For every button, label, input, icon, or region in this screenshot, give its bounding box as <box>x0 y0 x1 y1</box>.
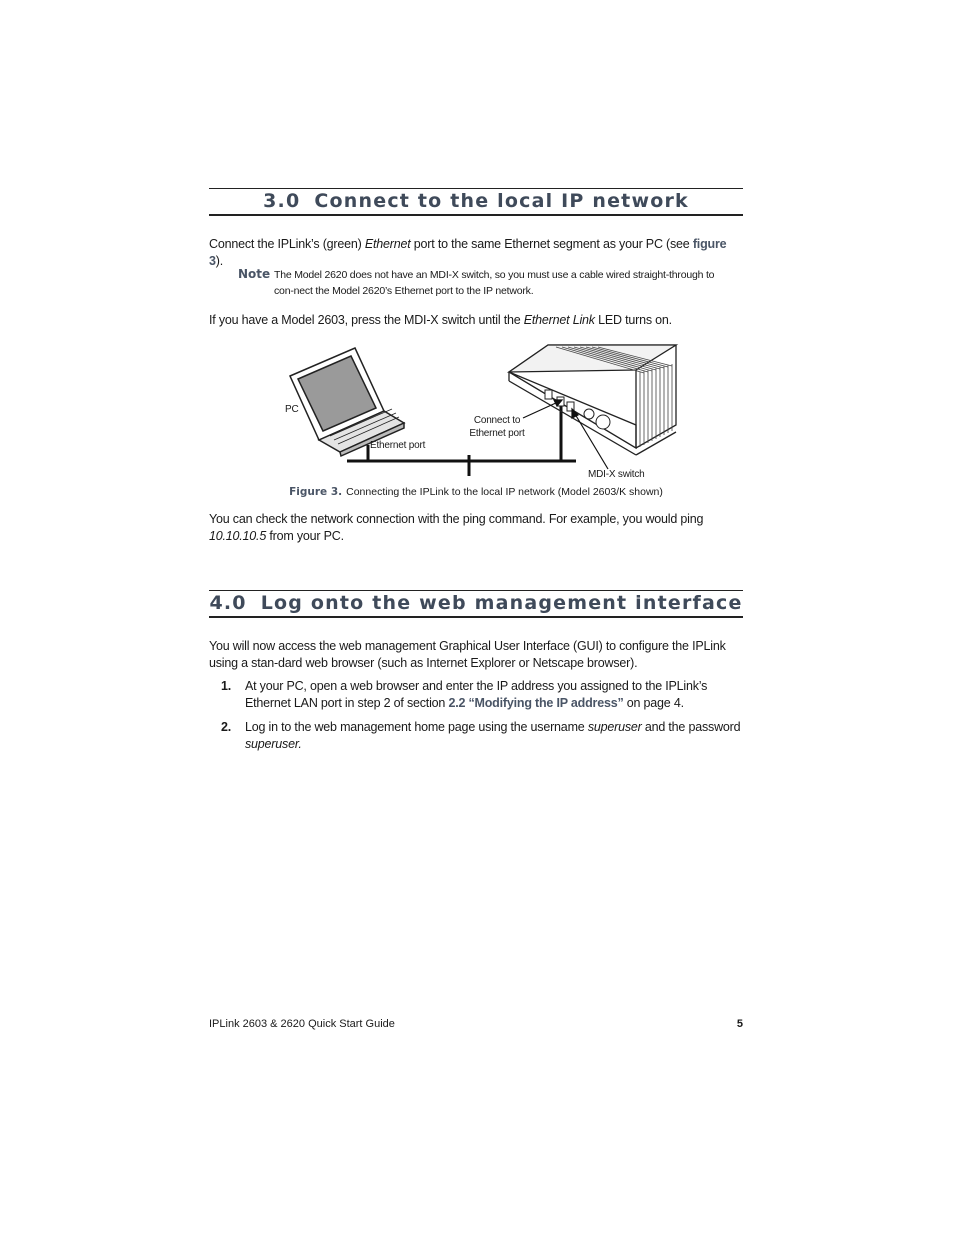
section-4-title-text: Log onto the web management interface <box>260 592 743 614</box>
figure-3-caption-text: Connecting the IPLink to the local IP network (Model 2603/K shown) <box>346 486 663 498</box>
ping-text-end: from your PC. <box>266 529 344 543</box>
intro-italic: Ethernet <box>364 237 411 251</box>
password-value: superuser. <box>245 737 302 751</box>
ping-paragraph <box>209 511 743 545</box>
figure-3-link[interactable]: figure 3 <box>209 237 727 268</box>
note-label: Note <box>238 267 271 281</box>
step-2-text: Log in to the web management home page using the username <box>245 720 588 734</box>
step-text <box>245 719 743 753</box>
label-connect-to-line2: Ethernet port <box>469 428 525 439</box>
section-3-number: 3.0 <box>263 190 301 212</box>
section-4-intro: You will now access the web management Graphical User Interface (GUI) to configure the IPLink using a stan-dard web browser (such as Internet Explorer or Netscape browser). <box>209 639 726 670</box>
intro-text-end: ). <box>215 254 224 268</box>
label-connect-to-line1: Connect to <box>473 415 521 426</box>
figure-3-caption <box>209 486 743 498</box>
step-1-text-end: on page 4. <box>623 696 684 710</box>
note-text: The Model 2620 does not have an MDI-X switch, so you must use a cable wired straight-through to con-nect the Model 2620’s Ethernet port to the IP network. <box>274 269 715 297</box>
mdix-text: If you have a Model 2603, press the MDI-X switch until the <box>209 313 524 327</box>
iplink-device-icon <box>509 345 676 455</box>
label-pc: PC <box>285 404 299 415</box>
step-number: 1. <box>221 679 232 693</box>
list-item <box>221 678 743 712</box>
mdix-text-end: LED turns on. <box>594 313 672 327</box>
section-2-2-link[interactable]: 2.2 “Modifying the IP address” <box>448 696 624 710</box>
section-3-title-text: Connect to the local IP network <box>314 190 689 212</box>
section-4-heading <box>209 590 743 618</box>
intro-text: Connect the IPLink’s (green) <box>209 237 365 251</box>
figure-3-caption-number: Figure 3. <box>289 486 343 498</box>
step-text <box>245 678 743 712</box>
list-item <box>221 719 743 751</box>
step-2-text-middle: and the password <box>641 720 741 734</box>
step-1-text: At your PC, open a web browser and enter the IP address you assigned to the IPLink’s Ethernet LAN port in step 2 of section <box>245 679 708 710</box>
username-value: superuser <box>587 720 642 734</box>
intro-text-middle: port to the same Ethernet segment as your PC (see <box>410 237 693 251</box>
label-ethernet-port: Ethernet port <box>370 440 426 451</box>
label-mdix-switch: MDI-X switch <box>588 469 645 480</box>
footer-title: IPLink 2603 & 2620 Quick Start Guide <box>209 1018 395 1030</box>
section-4-title <box>209 591 743 615</box>
section-4-number: 4.0 <box>209 592 247 614</box>
page-number: 5 <box>736 1018 743 1030</box>
mdix-italic: Ethernet Link <box>523 313 595 327</box>
step-number: 2. <box>221 720 232 734</box>
ping-text: You can check the network connection with the ping command. For example, you would ping <box>209 512 704 526</box>
label-connect-to <box>462 414 532 440</box>
ping-ip-address: 10.10.10.5 <box>209 529 267 543</box>
